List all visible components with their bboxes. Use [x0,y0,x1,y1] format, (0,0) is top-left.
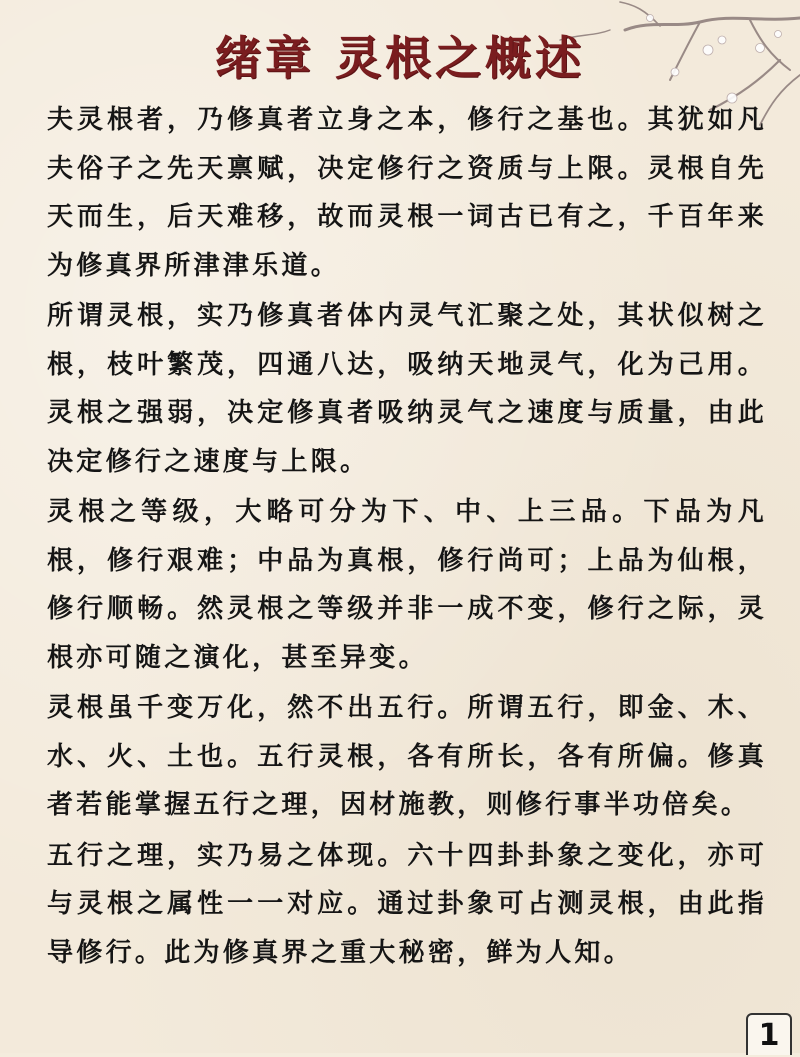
paragraph-3: 灵根之等级，大略可分为下、中、上三品。下品为凡根，修行艰难；中品为真根，修行尚可；上品为仙根，修行顺畅。然灵根之等级并非一成不变，修行之际，灵根亦可随之演化，甚至异变。 [47,497,767,673]
paragraph-1: 夫灵根者，乃修真者立身之本，修行之基也。其犹如凡夫俗子之先天禀赋，决定修行之资质与上限。灵根自先天而生，后天难移，故而灵根一词古已有之，千百年来为修真界所津津乐道。 [47,105,767,281]
page-title: 绪章 灵根之概述 [214,31,585,85]
paragraph-5: 五行之理，实乃易之体现。六十四卦卦象之变化，亦可与灵根之属性一一对应。通过卦象可占测灵根，由此指导修行。此为修真界之重大秘密，鲜为人知。 [47,840,767,968]
article-body [47,96,767,979]
paragraph-4: 灵根虽千变万化，然不出五行。所谓五行，即金、木、水、火、土也。五行灵根，各有所长，各有所偏。修真者若能掌握五行之理，因材施教，则修行事半功倍矣。 [47,693,767,820]
page-number-badge: 1 [746,1013,792,1055]
paragraph-2: 所谓灵根，实乃修真者体内灵气汇聚之处，其状似树之根，枝叶繁茂，四通八达，吸纳天地灵气，化为己用。灵根之强弱，决定修真者吸纳灵气之速度与质量，由此决定修行之速度与上限。 [47,301,767,477]
